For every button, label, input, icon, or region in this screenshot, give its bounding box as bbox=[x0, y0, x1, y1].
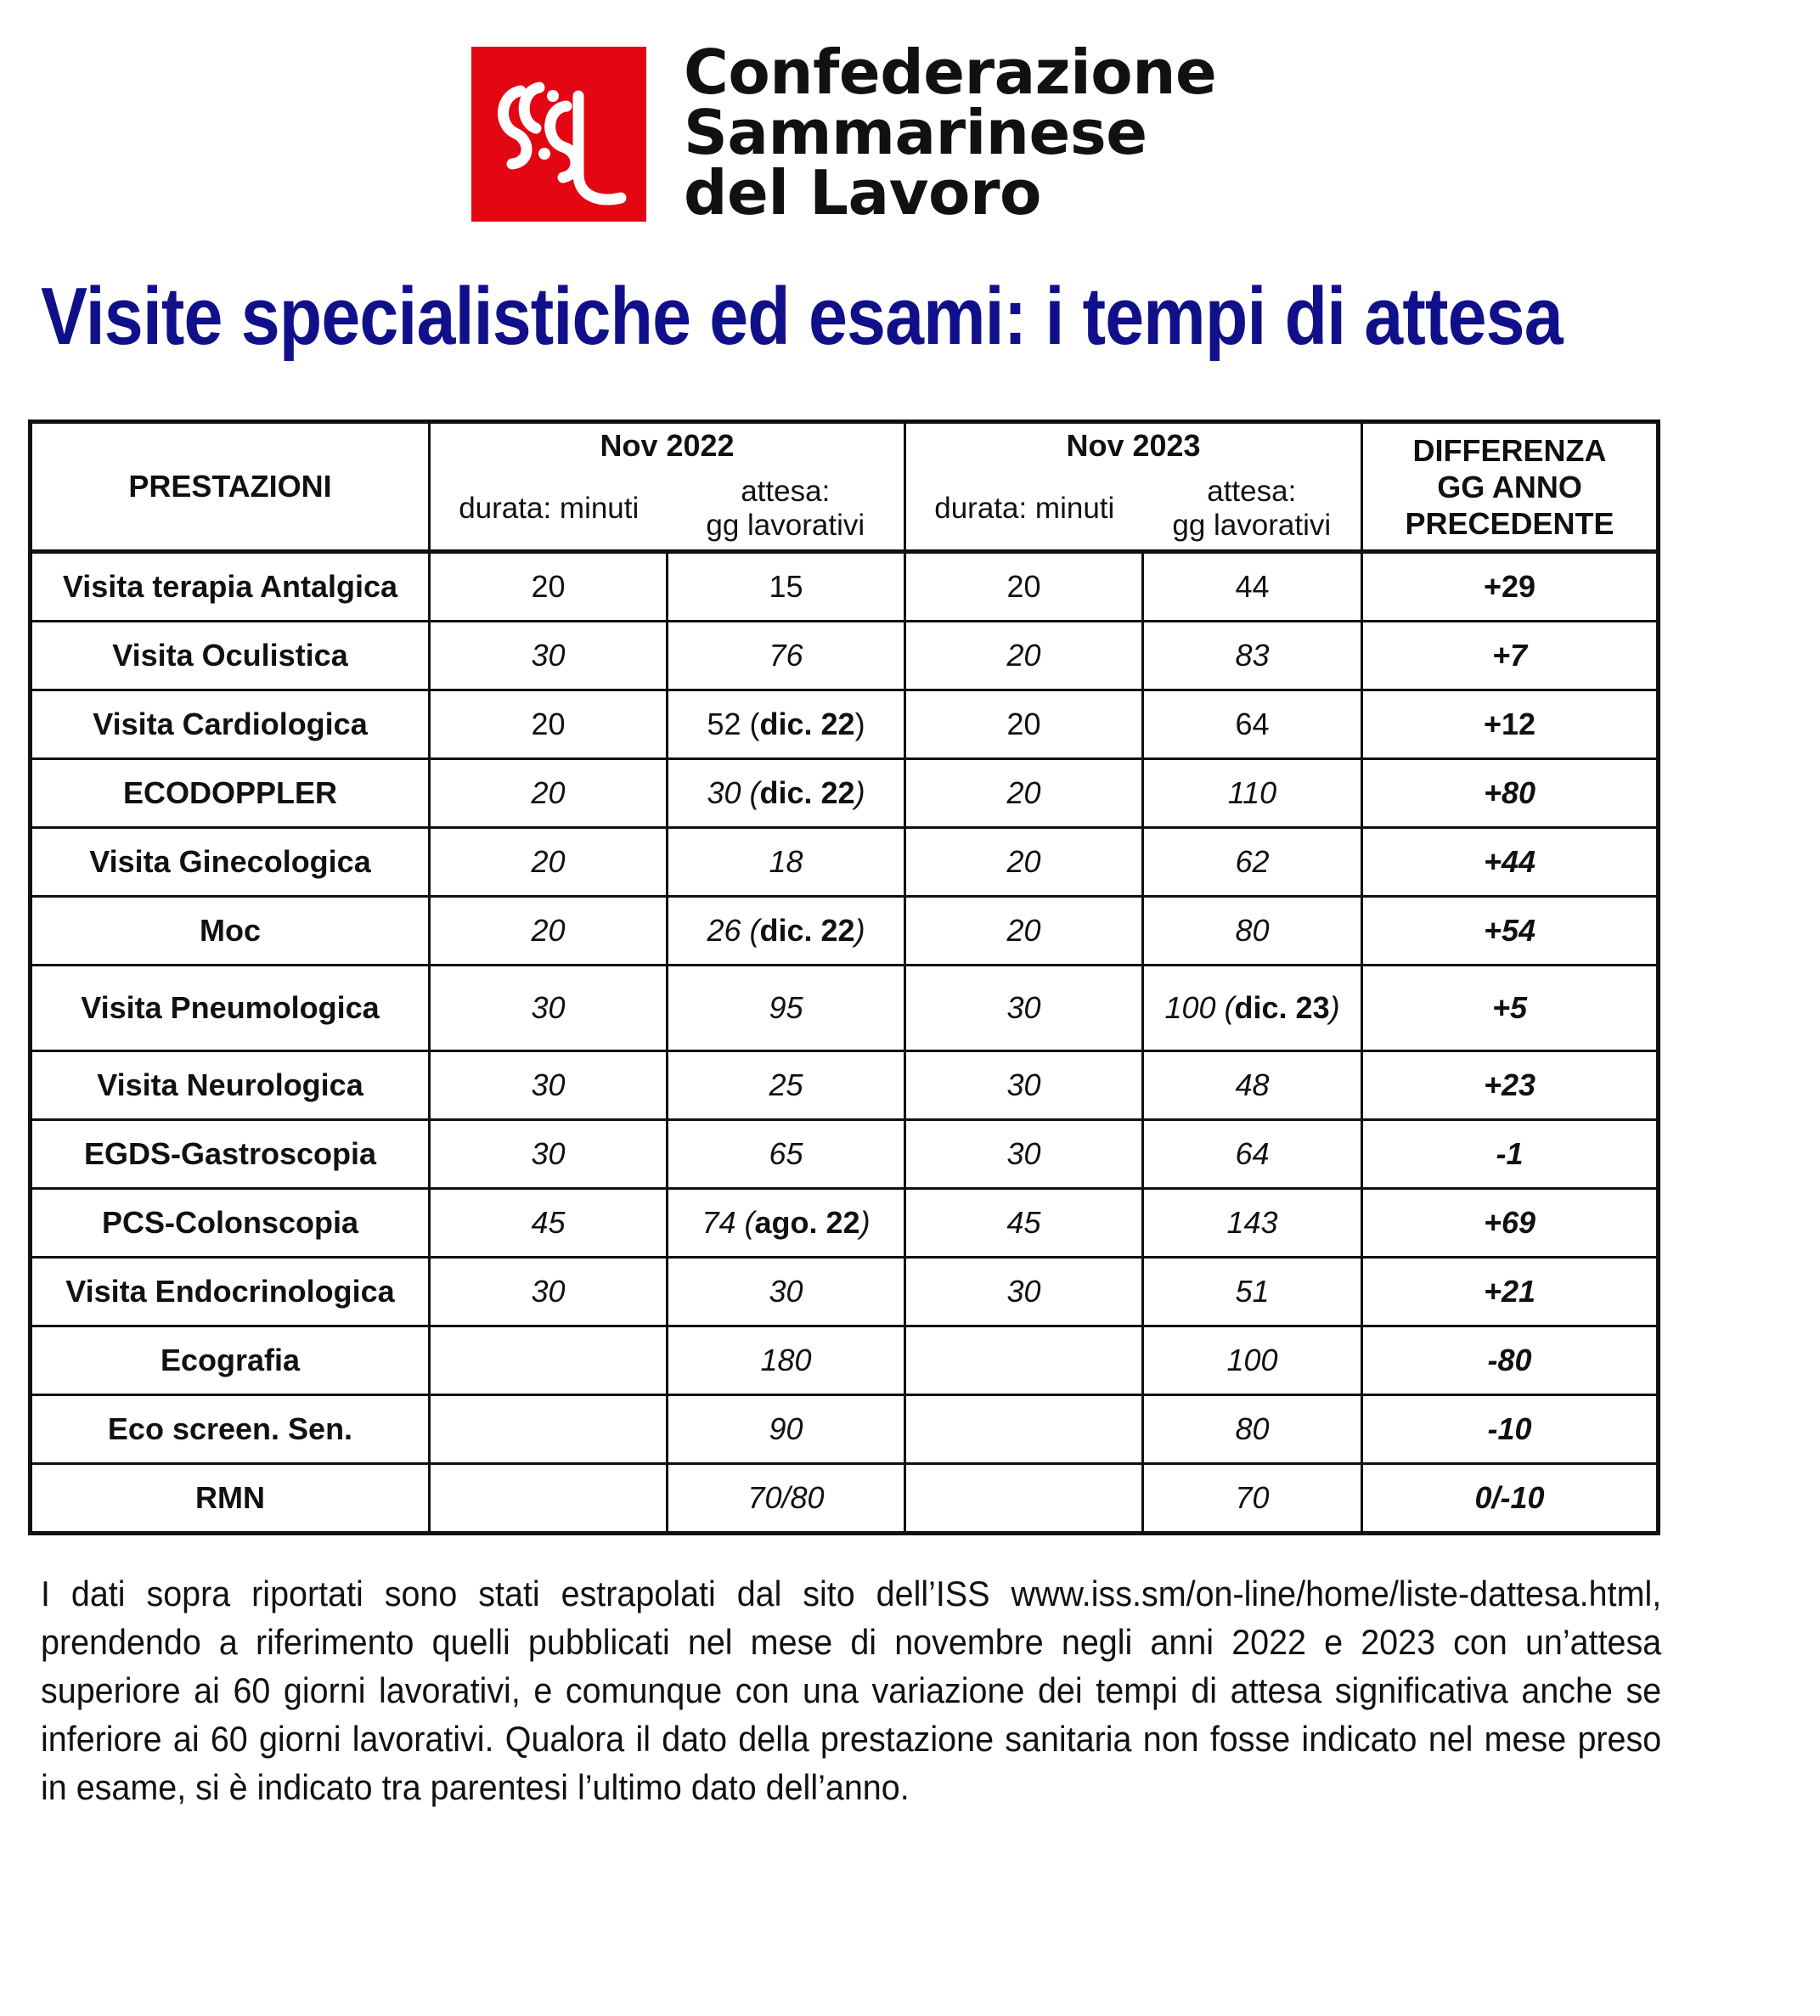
header-differenza-line-3: PRECEDENTE bbox=[1405, 505, 1614, 541]
cell-difference: +5 bbox=[1362, 966, 1659, 1051]
cell-duration-2023 bbox=[905, 966, 1143, 1051]
cell-duration-2023-value: 20 bbox=[1006, 844, 1041, 879]
cell-duration-2022-value: 30 bbox=[531, 1274, 566, 1309]
cell-wait-2022 bbox=[668, 1464, 905, 1534]
cell-wait-2023-value: 143 bbox=[1226, 1205, 1278, 1240]
org-name-line-2: Sammarinese bbox=[684, 97, 1147, 168]
cell-wait-2023 bbox=[1143, 622, 1362, 690]
cell-duration-2023 bbox=[905, 759, 1143, 828]
cell-duration-2023-value: 20 bbox=[1006, 913, 1041, 948]
cell-duration-2023-value: 30 bbox=[1006, 990, 1041, 1025]
cell-difference: +80 bbox=[1362, 759, 1659, 828]
cell-difference: -10 bbox=[1362, 1395, 1659, 1464]
cell-prestazione: Visita Ginecologica bbox=[31, 828, 430, 897]
header-differenza bbox=[1362, 422, 1659, 552]
cell-wait-2023 bbox=[1143, 1051, 1362, 1120]
cell-prestazione: Ecografia bbox=[31, 1326, 430, 1395]
cell-duration-2022-value: 20 bbox=[531, 707, 566, 741]
cell-duration-2023-value: 20 bbox=[1006, 569, 1041, 604]
cell-prestazione: Eco screen. Sen. bbox=[31, 1395, 430, 1464]
cell-wait-2022 bbox=[668, 1051, 905, 1120]
cell-duration-2022 bbox=[430, 1326, 668, 1395]
cell-wait-2022-note: dic. 22 bbox=[759, 913, 855, 948]
cell-difference: +69 bbox=[1362, 1189, 1659, 1258]
cell-duration-2023 bbox=[905, 1051, 1143, 1120]
cell-wait-2023 bbox=[1143, 1258, 1362, 1326]
header-duration-2022: durata: minuti bbox=[430, 468, 668, 552]
cell-wait-2023 bbox=[1143, 552, 1362, 622]
cell-duration-2022 bbox=[430, 552, 668, 622]
cell-duration-2023-value: 30 bbox=[1006, 1136, 1041, 1171]
cell-duration-2022-value: 30 bbox=[531, 990, 566, 1025]
cell-duration-2022 bbox=[430, 1120, 668, 1189]
cell-duration-2022-value: 30 bbox=[531, 1067, 566, 1102]
cell-wait-2022-value: 180 bbox=[760, 1343, 812, 1377]
header-differenza-line-1: DIFFERENZA bbox=[1412, 432, 1607, 468]
cell-duration-2023 bbox=[905, 1464, 1143, 1534]
table-row bbox=[31, 897, 1659, 966]
cell-difference: +23 bbox=[1362, 1051, 1659, 1120]
cell-wait-2022: 74 (ago. 22) bbox=[668, 1189, 905, 1258]
table-row bbox=[31, 1464, 1659, 1534]
cell-prestazione: PCS-Colonscopia bbox=[31, 1189, 430, 1258]
header-wait-2023-line-2: gg lavorativi bbox=[1172, 509, 1332, 542]
page-title: Visite specialistiche ed esami: i tempi di attesa bbox=[41, 271, 1563, 362]
cell-wait-2023 bbox=[1143, 1326, 1362, 1395]
cell-prestazione: Visita Oculistica bbox=[31, 622, 430, 690]
cell-wait-2023-value: 64 bbox=[1235, 1136, 1270, 1171]
header-wait-2023 bbox=[1143, 468, 1362, 552]
cell-prestazione: ECODOPPLER bbox=[31, 759, 430, 828]
cell-wait-2022-value: 70/80 bbox=[747, 1480, 825, 1515]
cell-prestazione: Visita Cardiologica bbox=[31, 690, 430, 759]
cell-wait-2023 bbox=[1143, 828, 1362, 897]
cell-wait-2023-value: 110 bbox=[1227, 775, 1277, 810]
cell-difference: +12 bbox=[1362, 690, 1659, 759]
table-row bbox=[31, 622, 1659, 690]
cell-prestazione: RMN bbox=[31, 1464, 430, 1534]
cell-duration-2022 bbox=[430, 1258, 668, 1326]
cell-duration-2022 bbox=[430, 1051, 668, 1120]
table-row bbox=[31, 1395, 1659, 1464]
cell-prestazione: Moc bbox=[31, 897, 430, 966]
cell-difference: -80 bbox=[1362, 1326, 1659, 1395]
org-name bbox=[684, 37, 1217, 228]
header-wait-2022-line-2: gg lavorativi bbox=[706, 509, 865, 542]
cell-wait-2022 bbox=[668, 828, 905, 897]
cell-duration-2023-value: 20 bbox=[1006, 775, 1041, 810]
cell-wait-2022 bbox=[668, 1120, 905, 1189]
table-row bbox=[31, 1258, 1659, 1326]
cell-duration-2022-value: 20 bbox=[531, 844, 566, 879]
cell-duration-2022 bbox=[430, 1464, 668, 1534]
cell-difference: +44 bbox=[1362, 828, 1659, 897]
cell-difference: +7 bbox=[1362, 622, 1659, 690]
cell-wait-2023-value: 64 bbox=[1235, 707, 1270, 741]
cell-wait-2023 bbox=[1143, 897, 1362, 966]
cell-duration-2023-value: 30 bbox=[1006, 1067, 1041, 1102]
cell-wait-2022-value: 90 bbox=[769, 1411, 803, 1446]
cell-wait-2022-note: dic. 22 bbox=[759, 707, 855, 741]
cell-wait-2023 bbox=[1143, 1189, 1362, 1258]
cell-wait-2023-value: 100 bbox=[1164, 990, 1216, 1025]
header-prestazioni: PRESTAZIONI bbox=[31, 422, 430, 552]
cell-duration-2023-value: 45 bbox=[1006, 1205, 1041, 1240]
header-duration-2023: durata: minuti bbox=[905, 468, 1143, 552]
cell-wait-2022-value: 52 bbox=[707, 707, 741, 741]
cell-duration-2022 bbox=[430, 828, 668, 897]
cell-duration-2023 bbox=[905, 1258, 1143, 1326]
cell-wait-2023 bbox=[1143, 1395, 1362, 1464]
table-row bbox=[31, 1051, 1659, 1120]
cell-duration-2023 bbox=[905, 1395, 1143, 1464]
cell-prestazione: Visita Endocrinologica bbox=[31, 1258, 430, 1326]
header-period-2022: Nov 2022 bbox=[430, 422, 905, 469]
cell-wait-2022-value: 74 bbox=[702, 1205, 736, 1240]
table-row bbox=[31, 690, 1659, 759]
cell-duration-2022 bbox=[430, 759, 668, 828]
cell-duration-2023 bbox=[905, 1326, 1143, 1395]
cell-wait-2023-value: 62 bbox=[1235, 844, 1270, 879]
cell-duration-2023 bbox=[905, 1189, 1143, 1258]
cell-difference: +29 bbox=[1362, 552, 1659, 622]
table-row bbox=[31, 1326, 1659, 1395]
table-row bbox=[31, 966, 1659, 1051]
cell-difference: +21 bbox=[1362, 1258, 1659, 1326]
cell-wait-2022-value: 65 bbox=[769, 1136, 803, 1171]
cell-wait-2023-value: 48 bbox=[1235, 1067, 1270, 1102]
cell-wait-2022-value: 26 bbox=[707, 913, 741, 948]
cell-duration-2023 bbox=[905, 622, 1143, 690]
cell-wait-2022-value: 30 bbox=[769, 1274, 803, 1309]
table-row bbox=[31, 1120, 1659, 1189]
cell-duration-2023-value: 30 bbox=[1006, 1274, 1041, 1309]
cell-wait-2022 bbox=[668, 1395, 905, 1464]
cell-wait-2022 bbox=[668, 622, 905, 690]
cell-difference: 0/-10 bbox=[1362, 1464, 1659, 1534]
cell-wait-2022-value: 18 bbox=[769, 844, 803, 879]
waiting-times-table bbox=[28, 420, 1660, 1535]
csdl-logo-mark-icon bbox=[471, 47, 646, 222]
table-row bbox=[31, 759, 1659, 828]
cell-prestazione: Visita Pneumologica bbox=[31, 966, 430, 1051]
cell-wait-2023-value: 80 bbox=[1235, 913, 1270, 948]
cell-duration-2023 bbox=[905, 1120, 1143, 1189]
cell-difference: +54 bbox=[1362, 897, 1659, 966]
cell-duration-2023-value: 20 bbox=[1006, 707, 1041, 741]
cell-wait-2022 bbox=[668, 1326, 905, 1395]
header-wait-2022-line-1: attesa: bbox=[741, 475, 831, 508]
cell-duration-2022-value: 20 bbox=[531, 775, 566, 810]
org-name-line-3: del Lavoro bbox=[684, 157, 1041, 228]
cell-wait-2023-value: 80 bbox=[1235, 1411, 1270, 1446]
cell-wait-2023: 100 (dic. 23) bbox=[1143, 966, 1362, 1051]
cell-wait-2023-value: 51 bbox=[1235, 1274, 1270, 1309]
cell-wait-2023 bbox=[1143, 1120, 1362, 1189]
cell-wait-2023 bbox=[1143, 690, 1362, 759]
cell-wait-2023-value: 44 bbox=[1235, 569, 1270, 604]
cell-prestazione: Visita Neurologica bbox=[31, 1051, 430, 1120]
cell-duration-2022 bbox=[430, 1395, 668, 1464]
cell-wait-2023-value: 83 bbox=[1235, 638, 1270, 673]
cell-wait-2022: 30 (dic. 22) bbox=[668, 759, 905, 828]
cell-wait-2023 bbox=[1143, 1464, 1362, 1534]
cell-prestazione: Visita terapia Antalgica bbox=[31, 552, 430, 622]
cell-wait-2023-note: dic. 23 bbox=[1234, 990, 1330, 1025]
cell-duration-2022 bbox=[430, 897, 668, 966]
cell-duration-2022-value: 30 bbox=[531, 638, 566, 673]
cell-duration-2022-value: 20 bbox=[531, 569, 566, 604]
table-row bbox=[31, 552, 1659, 622]
table-body bbox=[31, 552, 1659, 1534]
cell-duration-2022 bbox=[430, 1189, 668, 1258]
table-row bbox=[31, 1189, 1659, 1258]
cell-wait-2022: 52 (dic. 22) bbox=[668, 690, 905, 759]
footer-note: I dati sopra riportati sono stati estrapolati dal sito dell’ISS www.iss.sm/on-line/home/liste-dattesa.html, prendendo a riferimento quelli pubblicati nel mese di novembre negli anni 2022 e 2023 con un’attesa superiore ai 60 giorni lavorativi, e comunque con una variazione dei tempi di attesa significativa anche se inferiore ai 60 giorni lavorativi. Qualora il dato della prestazione sanitaria non fosse indicato nel mese preso in esame, si è indicato tra parentesi l’ultimo dato dell’anno. bbox=[41, 1574, 1662, 1807]
cell-duration-2022-value: 20 bbox=[531, 913, 566, 948]
cell-duration-2022 bbox=[430, 690, 668, 759]
cell-wait-2022-note: dic. 22 bbox=[759, 775, 855, 810]
cell-wait-2022-value: 25 bbox=[769, 1067, 803, 1102]
cell-wait-2022-value: 76 bbox=[769, 638, 803, 673]
cell-duration-2023 bbox=[905, 690, 1143, 759]
cell-duration-2023 bbox=[905, 828, 1143, 897]
cell-wait-2022 bbox=[668, 552, 905, 622]
table-row bbox=[31, 828, 1659, 897]
cell-duration-2022 bbox=[430, 622, 668, 690]
header-wait-2023-line-1: attesa: bbox=[1207, 475, 1297, 508]
cell-wait-2023-value: 70 bbox=[1235, 1480, 1270, 1515]
cell-difference: -1 bbox=[1362, 1120, 1659, 1189]
header-period-2023: Nov 2023 bbox=[905, 422, 1362, 469]
cell-prestazione: EGDS-Gastroscopia bbox=[31, 1120, 430, 1189]
cell-duration-2022 bbox=[430, 966, 668, 1051]
cell-wait-2022 bbox=[668, 1258, 905, 1326]
org-name-line-1: Confederazione bbox=[684, 37, 1217, 108]
cell-wait-2022-value: 30 bbox=[707, 775, 741, 810]
cell-duration-2023-value: 20 bbox=[1006, 638, 1041, 673]
cell-wait-2022-value: 15 bbox=[769, 569, 803, 604]
cell-duration-2022-value: 30 bbox=[531, 1136, 566, 1171]
cell-wait-2022-note: ago. 22 bbox=[754, 1205, 860, 1240]
cell-wait-2023 bbox=[1143, 759, 1362, 828]
cell-wait-2022 bbox=[668, 966, 905, 1051]
cell-duration-2023 bbox=[905, 897, 1143, 966]
header-wait-2022 bbox=[668, 468, 905, 552]
cell-wait-2022-value: 95 bbox=[769, 990, 803, 1025]
cell-duration-2023 bbox=[905, 552, 1143, 622]
csdl-logo bbox=[471, 47, 646, 222]
cell-wait-2022: 26 (dic. 22) bbox=[668, 897, 905, 966]
header-differenza-line-2: GG ANNO bbox=[1437, 469, 1582, 504]
cell-wait-2023-value: 100 bbox=[1226, 1343, 1278, 1377]
cell-duration-2022-value: 45 bbox=[531, 1205, 566, 1240]
